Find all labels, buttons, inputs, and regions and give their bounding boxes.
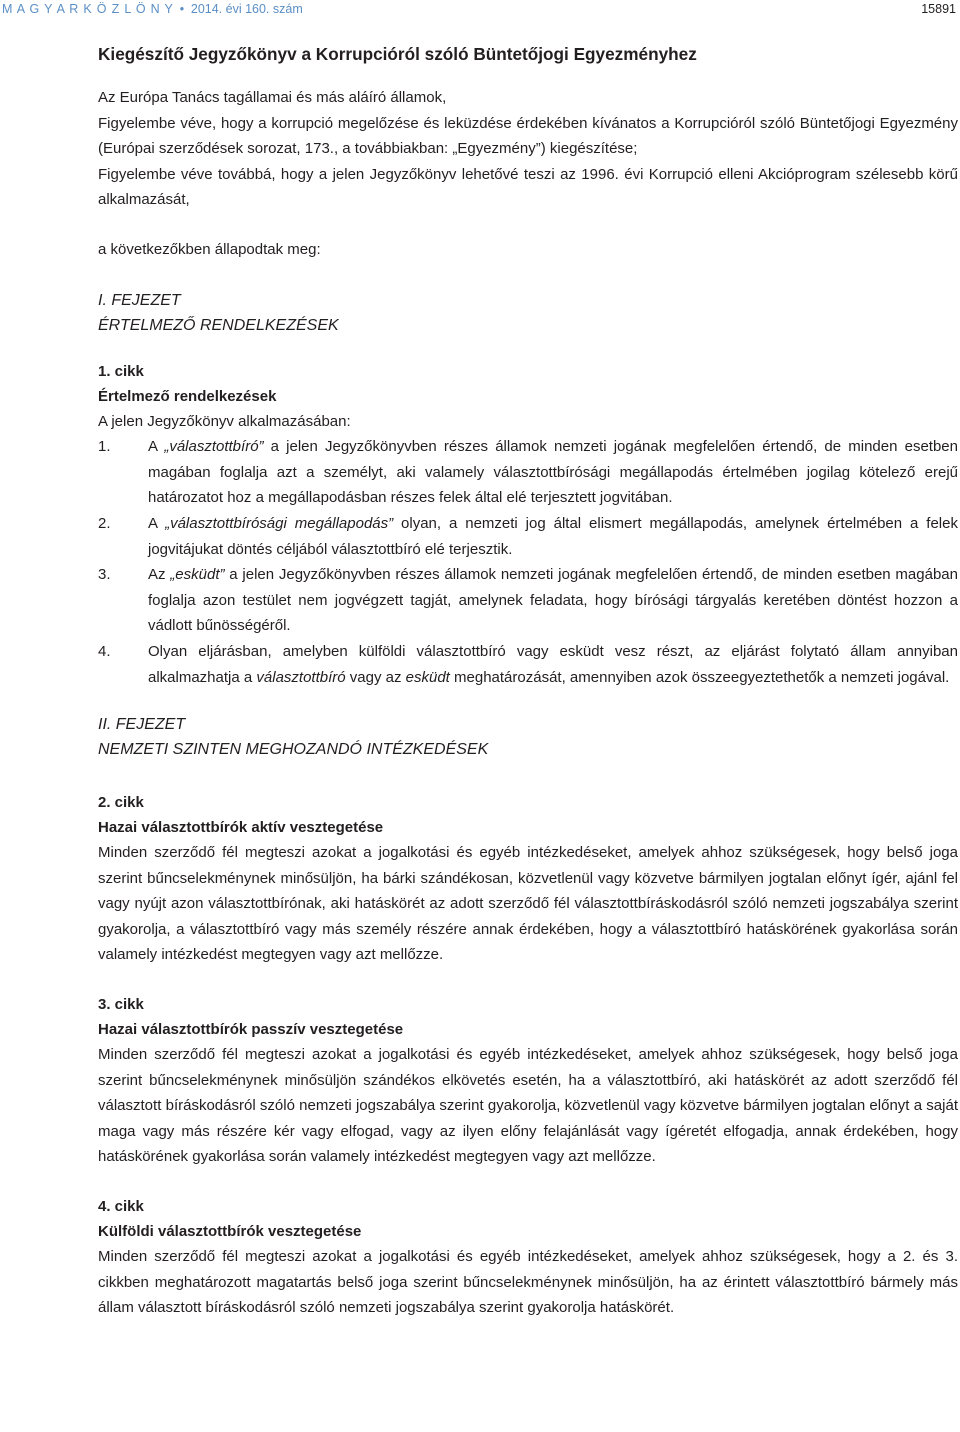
defined-term: „választottbíró” <box>164 438 264 456</box>
agreement-line: a következőkben állapodtak meg: <box>98 240 321 258</box>
article-title: Külföldi választottbírók vesztegetése <box>98 1223 362 1241</box>
article-number: 1. cikk <box>98 362 144 380</box>
preamble-line: Az Európa Tanács tagállamai és más aláíró államok, <box>98 89 447 106</box>
header-bullet: • <box>179 2 185 16</box>
item-text: a jelen Jegyzőkönyvben részes államok nemzeti jogának megfelelően értendő, de minden esetben magában foglalja azt a személyt, aki valamely választottbírósági megállapodás értelmében jogilag kötelező erejű határozatot hoz a megállapodásban részes felek által elé terjesztett jogvitában. <box>148 438 958 507</box>
definition-item <box>98 639 958 690</box>
article-title: Hazai választottbírók aktív vesztegetése <box>98 819 384 837</box>
item-text: meghatározását, amennyiben azok összeegyeztethetők a nemzeti jogával. <box>449 668 950 686</box>
article-number: 4. cikk <box>98 1198 144 1216</box>
defined-term: esküdt <box>405 668 450 686</box>
defined-term: választottbíró <box>256 668 346 686</box>
item-text: olyan, a nemzeti jog által elismert megállapodás, amelynek értelmében a felek jogvitájukat döntés céljából választottbíró elé terjesztik. <box>148 514 958 558</box>
item-text: A <box>148 438 165 456</box>
defined-term: „választottbírósági megállapodás” <box>165 514 394 532</box>
article-title: Értelmező rendelkezések <box>98 387 277 405</box>
publication-name: M A G Y A R K Ö Z L Ö N Y <box>2 2 174 16</box>
issue-number: 2014. évi 160. szám <box>190 2 303 16</box>
item-text: a jelen Jegyzőkönyvben részes államok nemzeti jogának megfelelően értendő, de minden esetben magában foglalja azon testület nem jogvégzett tagját, amelynek feladata, hogy bírósági tárgyalás keretében döntést hozzon a vádlott bűnösségéről. <box>148 566 958 635</box>
article-number: 2. cikk <box>98 794 144 812</box>
article-text: Minden szerződő fél megteszi azokat a jogalkotási és egyéb intézkedéseket, amelyek ahhoz szükségesek, hogy belső joga szerint bűncselekménynek minősüljön, ha bárki szándékosan, közvetlenül vagy közvetve bármilyen jogtalan előnyt ígér, ajánl fel vagy nyújt azon választottbírónak, aki hatáskörét az adott szerződő fél választottbíráskodásról szóló nemzeti jogszabálya szerint gyakorolja, a választottbíró vagy más személy részére annak érdekében, hogy a választottbíró hatáskörének gyakorlása során valamely intézkedést megtegyen vagy azt mellőzze. <box>98 844 958 964</box>
item-number: 4. <box>98 642 111 660</box>
item-text: A <box>148 514 166 532</box>
item-number: 1. <box>98 438 111 456</box>
chapter-number: I. FEJEZET <box>98 291 181 309</box>
item-text: vagy az <box>345 668 406 686</box>
defined-term: „esküdt” <box>170 566 225 584</box>
chapter-number: II. FEJEZET <box>98 716 186 734</box>
article-title: Hazai választottbírók passzív vesztegetése <box>98 1021 404 1039</box>
item-number: 2. <box>98 514 111 532</box>
item-text: Olyan eljárásban, amelyben külföldi választottbíró vagy esküdt vesz részt, az eljárást folytató állam annyiban alkalmazhatja a <box>148 642 958 686</box>
preamble-paragraph: Figyelembe véve továbbá, hogy a jelen Jegyzőkönyv lehetővé teszi az 1996. évi Korrupció elleni Akcióprogram szélesebb körű alkalmazását, <box>98 165 958 209</box>
article-number: 3. cikk <box>98 996 144 1014</box>
article-text: Minden szerződő fél megteszi azokat a jogalkotási és egyéb intézkedéseket, amelyek ahhoz szükségesek, hogy a 2. és 3. cikkben meghatározott magatartás belső joga szerint bűncselekménynek minősüljön, ha az érintett választottbíró bármely más állam választott bíráskodásról szóló nemzeti jogszabálya szerint gyakorolja hatáskörét. <box>98 1248 958 1317</box>
preamble-paragraph: Figyelembe véve, hogy a korrupció megelőzése és leküzdése érdekében kívánatos a Korrupcióról szóló Büntetőjogi Egyezmény (Európai szerződések sorozat, 173., a továbbiakban: „Egyezmény”) kiegészítése; <box>98 114 958 158</box>
article-text: Minden szerződő fél megteszi azokat a jogalkotási és egyéb intézkedéseket, amelyek ahhoz szükségesek, hogy belső joga szerint bűncselekménynek minősüljön szándékos elkövetés esetén, ha a választottbíró, aki hatáskörét az adott szerződő fél választott bíráskodásról szóló nemzeti jogszabálya szerint gyakorolja, közvetlenül vagy közvetve bármilyen jogtalan előnyt a saját maga vagy más részére kér vagy elfogad, vagy az ilyen előny felajánlását vagy ígéretét elfogadja, annak érdekében, hogy hatáskörének gyakorlása során valamely intézkedést megtegyen vagy azt mellőzze. <box>98 1046 958 1166</box>
definition-item <box>98 511 958 562</box>
definition-item <box>98 434 958 511</box>
running-header <box>0 0 960 20</box>
publication-header <box>2 0 303 18</box>
item-text: Az <box>148 566 171 584</box>
definition-item <box>98 562 958 639</box>
chapter-title: ÉRTELMEZŐ RENDELKEZÉSEK <box>98 316 339 334</box>
page-number: 15891 <box>921 2 956 16</box>
document-title: Kiegészítő Jegyzőkönyv a Korrupcióról szóló Büntetőjogi Egyezményhez <box>98 44 697 64</box>
article-intro: A jelen Jegyzőkönyv alkalmazásában: <box>98 412 351 430</box>
chapter-title: NEMZETI SZINTEN MEGHOZANDÓ INTÉZKEDÉSEK <box>98 741 489 759</box>
item-number: 3. <box>98 566 111 584</box>
document-body <box>98 41 958 1321</box>
